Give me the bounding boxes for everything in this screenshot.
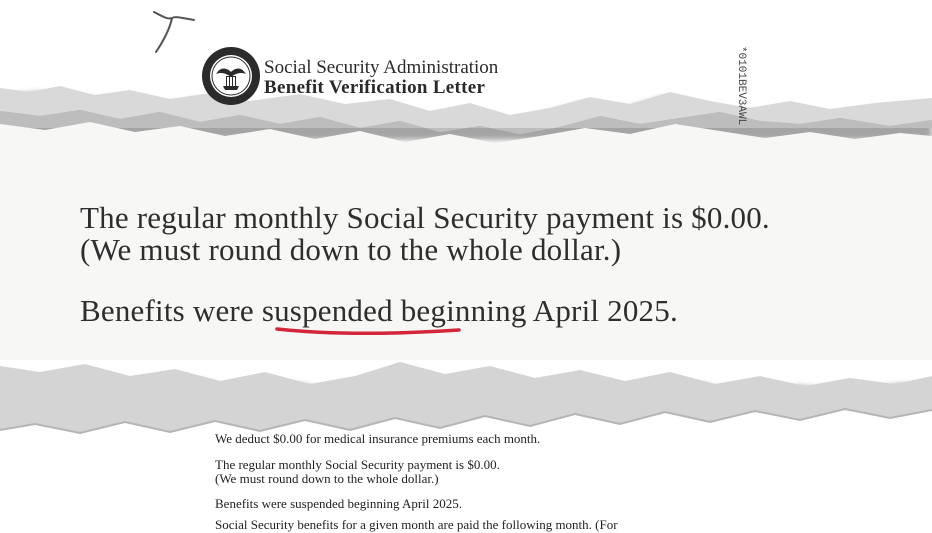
letter-line-premiums: We deduct $0.00 for medical insurance premiums each month. bbox=[215, 431, 541, 446]
document-title: Benefit Verification Letter bbox=[264, 77, 486, 98]
agency-name: Social Security Administration bbox=[264, 57, 499, 78]
red-underline-mark bbox=[273, 322, 463, 340]
ssa-seal-icon bbox=[201, 46, 261, 106]
letter-line-payment: The regular monthly Social Security payment is $0.00. bbox=[215, 457, 500, 472]
zoomed-suspension-line: Benefits were suspended beginning April 2025. bbox=[80, 293, 678, 328]
letter-line-rounding: (We must round down to the whole dollar.) bbox=[215, 471, 439, 486]
zoomed-rounding-line: (We must round down to the whole dollar.) bbox=[80, 232, 622, 267]
zoomed-payment-line: The regular monthly Social Security payment is $0.00. bbox=[80, 200, 770, 235]
letter-line-next: Social Security benefits for a given month are paid the following month. (For bbox=[215, 517, 618, 532]
letter-line-suspension: Benefits were suspended beginning April 2025. bbox=[215, 496, 462, 511]
pen-mark bbox=[148, 8, 198, 56]
document-code: *0101BEV3AWL bbox=[735, 46, 747, 126]
